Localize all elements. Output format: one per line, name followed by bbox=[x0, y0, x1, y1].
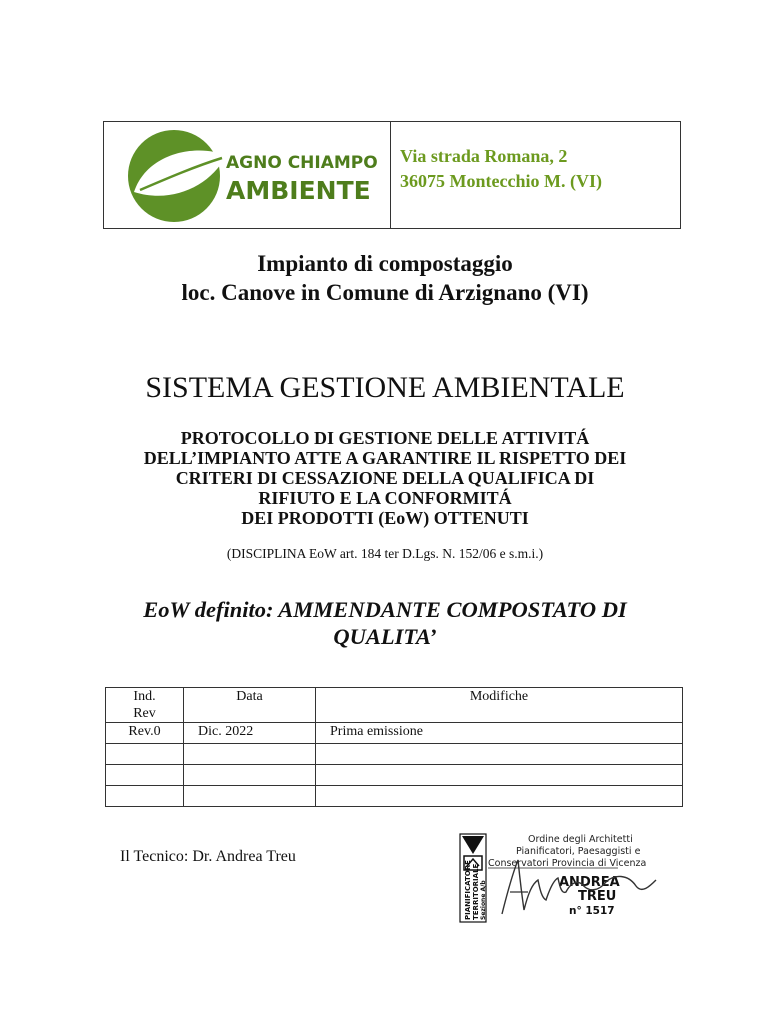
plant-title-line2: loc. Canove in Comune di Arzignano (VI) bbox=[181, 280, 589, 305]
technician-signature-label: Il Tecnico: Dr. Andrea Treu bbox=[120, 848, 296, 865]
cell-changes: Prima emissione bbox=[316, 723, 683, 744]
table-row bbox=[106, 765, 683, 786]
cell-index bbox=[106, 786, 184, 807]
cell-changes bbox=[316, 744, 683, 765]
address-city: 36075 Montecchio M. (VI) bbox=[400, 171, 602, 191]
table-row bbox=[106, 723, 683, 744]
revision-table-header bbox=[106, 688, 683, 723]
cell-index: Rev.0 bbox=[106, 723, 184, 744]
protocol-line: PROTOCOLLO DI GESTIONE DELLE ATTIVITÁ bbox=[180, 428, 590, 448]
cell-changes bbox=[316, 765, 683, 786]
cell-index bbox=[106, 744, 184, 765]
stamp-side-line3: Sezione A/b bbox=[480, 880, 487, 920]
cell-date bbox=[184, 765, 316, 786]
main-title: SISTEMA GESTIONE AMBIENTALE bbox=[145, 371, 625, 404]
stamp-name-last: TREU bbox=[578, 889, 617, 904]
eow-line2: QUALITA’ bbox=[333, 624, 437, 649]
header-changes: Modifiche bbox=[316, 688, 683, 723]
header-index bbox=[106, 688, 184, 723]
protocol-line: RIFIUTO E LA CONFORMITÁ bbox=[258, 488, 512, 508]
cell-changes bbox=[316, 786, 683, 807]
stamp-name-first: ANDREA bbox=[559, 875, 620, 890]
stamp-side-line1: PIANIFICATORE bbox=[464, 860, 472, 920]
cell-date: Dic. 2022 bbox=[184, 723, 316, 744]
protocol-line: DEI PRODOTTI (EoW) OTTENUTI bbox=[241, 508, 529, 528]
cell-date bbox=[184, 786, 316, 807]
eow-line1: EoW definito: AMMENDANTE COMPOSTATO DI bbox=[143, 597, 627, 622]
revision-table bbox=[105, 687, 683, 807]
address-cell bbox=[391, 122, 680, 228]
professional-stamp bbox=[458, 830, 663, 926]
logo-line1: AGNO CHIAMPO bbox=[226, 153, 378, 173]
address-street: Via strada Romana, 2 bbox=[400, 146, 568, 166]
header-date: Data bbox=[184, 688, 316, 723]
eow-definition bbox=[0, 596, 770, 650]
header-index-line2: Rev bbox=[133, 706, 156, 721]
logo-line2: AMBIENTE bbox=[226, 176, 371, 205]
protocol-line: CRITERI DI CESSAZIONE DELLA QUALIFICA DI bbox=[175, 468, 595, 488]
cell-date bbox=[184, 744, 316, 765]
discipline-note: (DISCIPLINA EoW art. 184 ter D.Lgs. N. 152/06 e s.m.i.) bbox=[226, 546, 544, 561]
table-row bbox=[106, 744, 683, 765]
company-logo bbox=[110, 126, 384, 226]
logo-cell bbox=[104, 122, 391, 228]
protocol-title bbox=[0, 428, 770, 528]
plant-title-line1: Impianto di compostaggio bbox=[257, 251, 513, 276]
stamp-order-line3: Conservatori Provincia di Vicenza bbox=[488, 858, 647, 869]
stamp-number: n° 1517 bbox=[569, 905, 615, 917]
table-row bbox=[106, 786, 683, 807]
letterhead bbox=[103, 121, 681, 229]
cell-index bbox=[106, 765, 184, 786]
stamp-order-line1: Ordine degli Architetti bbox=[528, 834, 633, 845]
stamp-order-line2: Pianificatori, Paesaggisti e bbox=[516, 846, 641, 857]
header-index-line1: Ind. bbox=[133, 689, 156, 704]
protocol-line: DELL’IMPIANTO ATTE A GARANTIRE IL RISPETTO DEI bbox=[143, 448, 627, 468]
stamp-side-line2: TERRITORIALE bbox=[472, 863, 480, 920]
plant-title bbox=[0, 249, 770, 307]
